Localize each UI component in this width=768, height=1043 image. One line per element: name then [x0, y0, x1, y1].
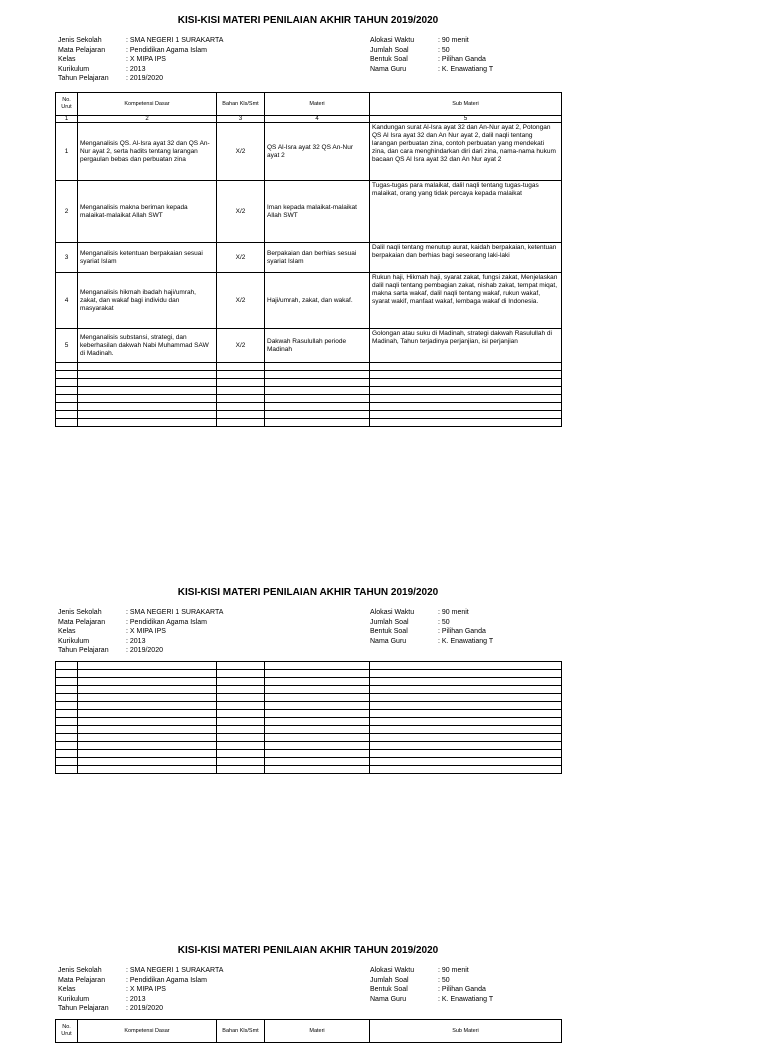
- info-value: : 90 menit: [438, 967, 469, 974]
- header-materi: Materi: [265, 1020, 370, 1043]
- info-label: Nama Guru: [370, 637, 407, 645]
- info-row: [370, 65, 570, 75]
- info-row: [370, 976, 570, 986]
- info-label: Alokasi Waktu: [370, 609, 415, 616]
- column-number: 1: [56, 116, 78, 123]
- empty-row: [56, 411, 562, 419]
- info-right-block: [370, 966, 570, 1004]
- empty-row: [56, 403, 562, 411]
- row-kompetensi-dasar: Menganalisis substansi, strategi, dan keberhasilan dakwah Nabi Muhammad SAW di Madinah.: [78, 329, 217, 363]
- table-row: [56, 273, 562, 329]
- info-value: : 90 menit: [438, 37, 469, 44]
- info-label: Tahun Pelajaran: [58, 1005, 109, 1013]
- empty-row: [56, 686, 562, 694]
- empty-row: [56, 387, 562, 395]
- info-value: : SMA NEGERI 1 SURAKARTA: [126, 609, 224, 616]
- info-label: Mata Pelajaran: [58, 618, 106, 626]
- info-value: : 2019/2020: [126, 75, 163, 83]
- info-value: : 2019/2020: [126, 647, 163, 655]
- row-bahan: X/2: [217, 329, 265, 363]
- info-value: : Pendidikan Agama Islam: [126, 618, 207, 626]
- info-row: [370, 637, 570, 647]
- info-value: : 2013: [126, 65, 146, 73]
- info-label: Jenis Sekolah: [58, 609, 102, 616]
- empty-row: [56, 371, 562, 379]
- info-label: Kurikulum: [58, 637, 90, 645]
- info-left-block: [58, 608, 358, 656]
- empty-row: [56, 662, 562, 670]
- column-number: 4: [265, 116, 370, 123]
- row-kompetensi-dasar: Menganalisis hikmah ibadah haji/umrah, zakat, dan wakaf bagi individu dan masyarakat: [78, 273, 217, 329]
- info-row: [58, 65, 358, 75]
- info-row: [370, 627, 570, 637]
- header-sub-materi: Sub Materi: [370, 1020, 562, 1043]
- info-value: : X MIPA IPS: [126, 56, 166, 64]
- info-label: Alokasi Waktu: [370, 37, 415, 44]
- info-label: Jenis Sekolah: [58, 967, 102, 974]
- info-value: : Pendidikan Agama Islam: [126, 976, 207, 984]
- row-sub-materi: Rukun haji, Hikmah haji, syarat zakat, fungsi zakat, Menjelaskan dalil naqli tentang pembagian zakat, nishab zakat, tempat miqat, makna sarta wakaf, dalil naqli tentang wakaf, rukun wakaf, syarat wakif, manfaat wakaf, lembaga wakaf di Indonesia.: [370, 273, 562, 329]
- row-materi: Haji/umrah, zakat, dan wakaf.: [265, 273, 370, 329]
- table-row: [56, 243, 562, 273]
- sheet-title: KISI-KISI MATERI PENILAIAN AKHIR TAHUN 2019/2020: [177, 587, 439, 598]
- empty-row: [56, 734, 562, 742]
- info-label: Tahun Pelajaran: [58, 75, 109, 83]
- column-number: 2: [78, 116, 217, 123]
- row-no: 2: [56, 181, 78, 243]
- info-row: [58, 966, 358, 976]
- info-row: [58, 985, 358, 995]
- info-row: [370, 46, 570, 56]
- info-row: [58, 1004, 358, 1014]
- info-row: [370, 995, 570, 1005]
- empty-row: [56, 758, 562, 766]
- info-value: : K. Enawatiang T: [438, 995, 494, 1003]
- info-label: Jenis Sekolah: [58, 37, 102, 44]
- row-bahan: X/2: [217, 123, 265, 181]
- row-no: 1: [56, 123, 78, 181]
- info-label: Bentuk Soal: [370, 986, 408, 994]
- info-value: : 2013: [126, 637, 146, 645]
- info-row: [58, 646, 358, 656]
- info-row: [58, 976, 358, 986]
- info-row: [58, 995, 358, 1005]
- table-row: [56, 123, 562, 181]
- row-materi: Berpakaian dan berhias sesuai syariat Islam: [265, 243, 370, 273]
- header-kompetensi-dasar: Kompetensi Dasar: [78, 1020, 217, 1043]
- empty-row: [56, 363, 562, 371]
- info-row: [58, 74, 358, 84]
- info-left-block: [58, 36, 358, 84]
- header-kompetensi-dasar: Kompetensi Dasar: [78, 93, 217, 116]
- empty-row: [56, 419, 562, 427]
- row-sub-materi: Dalil naqli tentang menutup aurat, kaidah berpakaian, ketentuan berpakaian dan berhias bagi seseorang laki-laki: [370, 243, 562, 273]
- info-label: Bentuk Soal: [370, 628, 408, 636]
- info-value: : SMA NEGERI 1 SURAKARTA: [126, 37, 224, 44]
- row-sub-materi: Tugas-tugas para malaikat, dalil naqli tentang tugas-tugas malaikat, orang yang tidak percaya kepada malaikat: [370, 181, 562, 243]
- row-bahan: X/2: [217, 243, 265, 273]
- row-kompetensi-dasar: Menganalisis QS. Al-Isra ayat 32 dan QS An-Nur ayat 2, serta hadits tentang larangan pergaulan bebas dan perbuatan zina: [78, 123, 217, 181]
- info-value: : SMA NEGERI 1 SURAKARTA: [126, 967, 224, 974]
- info-row: [58, 637, 358, 647]
- empty-row: [56, 766, 562, 774]
- sheet-title: KISI-KISI MATERI PENILAIAN AKHIR TAHUN 2019/2020: [177, 945, 439, 956]
- empty-row: [56, 726, 562, 734]
- empty-row: [56, 710, 562, 718]
- info-label: Kelas: [58, 56, 76, 64]
- column-number: 3: [217, 116, 265, 123]
- info-left-block: [58, 966, 358, 1014]
- info-label: Jumlah Soal: [370, 976, 409, 984]
- info-value: : 2013: [126, 995, 146, 1003]
- empty-row: [56, 742, 562, 750]
- header-no: No. Urut: [56, 93, 78, 116]
- info-row: [58, 55, 358, 65]
- info-value: : 50: [438, 46, 450, 54]
- info-label: Nama Guru: [370, 65, 407, 73]
- empty-row: [56, 694, 562, 702]
- empty-row: [56, 750, 562, 758]
- info-label: Jumlah Soal: [370, 618, 409, 626]
- info-label: Kurikulum: [58, 65, 90, 73]
- info-row: [58, 627, 358, 637]
- row-materi: Iman kepada malaikat-malaikat Allah SWT: [265, 181, 370, 243]
- info-row: [58, 608, 358, 618]
- info-value: : K. Enawatiang T: [438, 637, 494, 645]
- info-label: Jumlah Soal: [370, 46, 409, 54]
- column-number-row: [56, 116, 562, 123]
- info-label: Tahun Pelajaran: [58, 647, 109, 655]
- info-row: [370, 618, 570, 628]
- kisi-kisi-table-cutoff: [55, 1019, 562, 1043]
- info-row: [58, 36, 358, 46]
- row-bahan: X/2: [217, 273, 265, 329]
- row-sub-materi: Golongan atau suku di Madinah, strategi dakwah Rasulullah di Madinah, Tahun terjadinya perjanjian, isi perjanjian: [370, 329, 562, 363]
- empty-row: [56, 702, 562, 710]
- table-header-row: [56, 93, 562, 116]
- info-value: : Pilihan Ganda: [438, 986, 486, 994]
- row-materi: QS Al-Isra ayat 32 QS An-Nur ayat 2: [265, 123, 370, 181]
- info-row: [370, 36, 570, 46]
- row-no: 3: [56, 243, 78, 273]
- column-number: 5: [370, 116, 562, 123]
- empty-row: [56, 379, 562, 387]
- info-label: Kelas: [58, 986, 76, 994]
- info-value: : 50: [438, 976, 450, 984]
- info-label: Nama Guru: [370, 995, 407, 1003]
- row-kompetensi-dasar: Menganalisis makna beriman kepada malaikat-malaikat Allah SWT: [78, 181, 217, 243]
- info-label: Bentuk Soal: [370, 56, 408, 64]
- info-right-block: [370, 36, 570, 74]
- header-no: No. Urut: [56, 1020, 78, 1043]
- table-header-row: [56, 1020, 562, 1043]
- info-label: Mata Pelajaran: [58, 976, 106, 984]
- table-row: [56, 181, 562, 243]
- info-label: Alokasi Waktu: [370, 967, 415, 974]
- header-materi: Materi: [265, 93, 370, 116]
- kisi-kisi-table-empty: [55, 661, 562, 774]
- info-right-block: [370, 608, 570, 646]
- empty-row: [56, 678, 562, 686]
- info-value: : 90 menit: [438, 609, 469, 616]
- header-bahan: Bahan Kls/Smt: [217, 93, 265, 116]
- info-row: [370, 985, 570, 995]
- header-bahan: Bahan Kls/Smt: [217, 1020, 265, 1043]
- info-value: : Pendidikan Agama Islam: [126, 46, 207, 54]
- empty-row: [56, 670, 562, 678]
- info-row: [58, 618, 358, 628]
- info-row: [370, 966, 570, 976]
- sheet-title: KISI-KISI MATERI PENILAIAN AKHIR TAHUN 2019/2020: [177, 15, 439, 26]
- row-materi: Dakwah Rasulullah periode Madinah: [265, 329, 370, 363]
- row-no: 5: [56, 329, 78, 363]
- info-value: : 2019/2020: [126, 1005, 163, 1013]
- info-value: : K. Enawatiang T: [438, 65, 494, 73]
- kisi-kisi-table: [55, 92, 562, 427]
- info-value: : X MIPA IPS: [126, 986, 166, 994]
- row-bahan: X/2: [217, 181, 265, 243]
- table-row: [56, 329, 562, 363]
- header-sub-materi: Sub Materi: [370, 93, 562, 116]
- row-no: 4: [56, 273, 78, 329]
- info-value: : Pilihan Ganda: [438, 56, 486, 64]
- info-row: [370, 55, 570, 65]
- info-row: [58, 46, 358, 56]
- info-label: Kurikulum: [58, 995, 90, 1003]
- info-value: : 50: [438, 618, 450, 626]
- info-value: : X MIPA IPS: [126, 628, 166, 636]
- info-label: Mata Pelajaran: [58, 46, 106, 54]
- row-sub-materi: Kandungan surat Al-Isra ayat 32 dan An-Nur ayat 2, Potongan QS Al Isra ayat 32 dan An Nur ayat 2, dalil naqli tentang larangan perbuatan zina, contoh perbuatan yang mendekati zina, dan cara menghindarkan diri dari zina, nama-nama hukum bacaan QS Al Isra ayat 32 dan An Nur ayat 2: [370, 123, 562, 181]
- info-value: : Pilihan Ganda: [438, 628, 486, 636]
- row-kompetensi-dasar: Menganalisis ketentuan berpakaian sesuai syariat Islam: [78, 243, 217, 273]
- info-label: Kelas: [58, 628, 76, 636]
- info-row: [370, 608, 570, 618]
- empty-row: [56, 718, 562, 726]
- empty-row: [56, 395, 562, 403]
